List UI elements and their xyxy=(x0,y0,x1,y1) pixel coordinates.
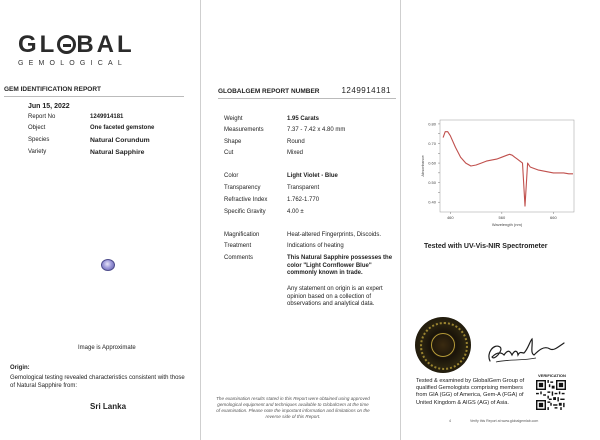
row-label: Treatment xyxy=(224,243,252,249)
y-tick-label: 0.80 xyxy=(428,121,436,127)
brand-logo: GL BAL GEMOLOGICAL xyxy=(18,34,188,67)
page-fold-1 xyxy=(200,0,201,440)
row-value: 7.37 - 7.42 x 4.80 mm xyxy=(287,127,346,133)
report-number: 1249914181 xyxy=(341,86,391,95)
middle-section-title xyxy=(218,86,396,99)
row-label: Species xyxy=(28,137,50,143)
y-tick-label: 0.40 xyxy=(428,199,436,205)
row-value: 1.95 Carats xyxy=(287,116,320,122)
y-tick-label: 0.70 xyxy=(428,140,436,146)
origin-text: Gemological testing revealed characteristics consistent with those of Natural Sapphire from: xyxy=(10,375,185,389)
embossed-seal xyxy=(415,317,471,373)
image-caption: Image is Approximate xyxy=(78,345,136,351)
y-axis-label: Absorbance xyxy=(420,155,425,177)
plot-frame xyxy=(440,120,574,212)
page-number: 4 xyxy=(449,419,451,423)
row-label: Object xyxy=(28,125,46,131)
row-value: 1.762-1.770 xyxy=(287,197,320,203)
gemstone-image xyxy=(101,259,115,271)
disclaimer-text: The examination results stated in this Report were obtained using approved gemological equipment and techniques available to GlobalGem at the time of examination. Please note the important information and limitations on the reverse side of this Report. xyxy=(216,396,370,419)
x-tick-label: 660 xyxy=(550,215,557,220)
left-section-title: GEM IDENTIFICATION REPORT xyxy=(4,86,184,97)
row-label: Measurements xyxy=(224,127,264,133)
row-label: Weight xyxy=(224,116,243,122)
signature xyxy=(484,331,568,371)
origin-heading: Origin: xyxy=(10,365,30,371)
spectrum-chart xyxy=(416,112,588,232)
spectrometer-caption: Tested with UV-Vis-NIR Spectrometer xyxy=(424,243,548,250)
row-label: Magnification xyxy=(224,232,260,238)
y-tick-label: 0.50 xyxy=(428,180,436,186)
row-value: Light Violet - Blue xyxy=(287,173,338,179)
row-value: 4.00 ± xyxy=(287,209,304,215)
row-value: Round xyxy=(287,139,305,145)
verification-label: VERIFICATION xyxy=(538,373,566,378)
row-label: Transparency xyxy=(224,185,261,191)
x-tick-label: 560 xyxy=(498,215,506,220)
origin-statement: Any statement on origin is an expert opinion based on a collection of observations and analytical data. xyxy=(287,286,383,307)
series-line xyxy=(443,132,573,206)
verify-url[interactable]: Verify this Report at www.globalgemlab.com xyxy=(470,419,539,423)
qr-code-icon[interactable] xyxy=(536,380,566,410)
row-label: Comments xyxy=(224,255,254,261)
row-label: Specific Gravity xyxy=(224,209,266,215)
row-label: Cut xyxy=(224,150,234,156)
row-value: Transparent xyxy=(287,185,320,191)
spectrum-chart-svg xyxy=(416,112,588,232)
page-fold-2 xyxy=(400,0,401,440)
tested-by-text: Tested & examined by GlobalGem Group of qualified Gemologists comprising members from GIA (GG) of America, Gem-A (FGA) of United Kingdom & AIGS (AG) of Asia. xyxy=(416,378,525,406)
row-label: Shape xyxy=(224,139,242,145)
row-value: Mixed xyxy=(287,150,304,156)
row-value: Heat-altered Fingerprints, Discoids. xyxy=(287,232,382,238)
row-value: 1249914181 xyxy=(90,114,124,120)
report-date: Jun 15, 2022 xyxy=(28,103,70,110)
origin-country: Sri Lanka xyxy=(90,402,127,411)
y-tick-label: 0.60 xyxy=(428,160,436,166)
row-value: Indications of heating xyxy=(287,243,344,249)
row-value: One faceted gemstone xyxy=(90,125,155,131)
logo-globe-icon xyxy=(57,35,76,54)
row-label: Variety xyxy=(28,149,47,155)
x-axis-label: Wavelength (nm) xyxy=(491,222,523,227)
row-label: Color xyxy=(224,173,239,179)
report-number-label: GLOBALGEM REPORT NUMBER xyxy=(218,88,320,95)
row-label: Refractive Index xyxy=(224,197,268,203)
brand-tagline: GEMOLOGICAL xyxy=(18,60,127,67)
row-label: Report No xyxy=(28,114,56,120)
row-value: Natural Corundum xyxy=(90,137,150,144)
row-value: Natural Sapphire xyxy=(90,149,145,156)
x-tick-label: 460 xyxy=(446,215,454,220)
row-value: This Natural Sapphire possesses the color "Light Cornflower Blue" commonly known in trade. xyxy=(287,255,393,276)
